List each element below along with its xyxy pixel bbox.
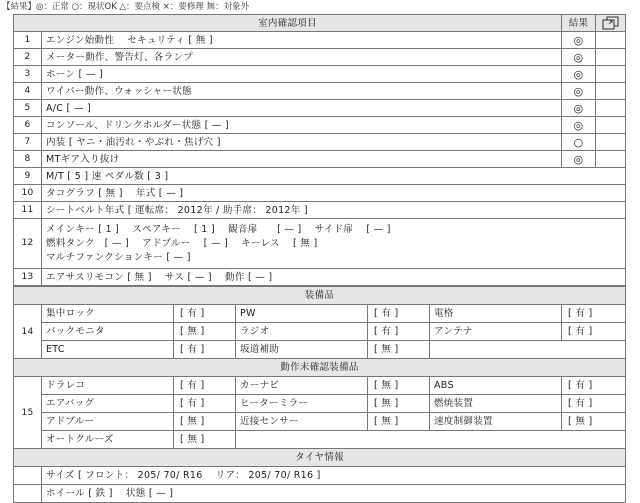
check-result: ◎	[562, 32, 596, 49]
equipment-name: 坂道補助	[236, 341, 368, 359]
equipment-name: ETC	[42, 341, 174, 359]
check-result: ◎	[562, 66, 596, 83]
check-result: ◎	[562, 83, 596, 100]
equipment-value: [ 有 ]	[174, 305, 236, 323]
equipment-value: [ 有 ]	[562, 377, 626, 395]
check-result: ◎	[562, 49, 596, 66]
equipment-value: [ 有 ]	[174, 395, 236, 413]
blank-cell	[236, 431, 626, 449]
check-result: ◎	[562, 100, 596, 117]
blank-cell	[596, 151, 626, 168]
equipment-name: 近接センサー	[236, 413, 368, 431]
row-number: 15	[14, 377, 42, 449]
multifunction-key-line: マルチファンクションキー [ — ]	[46, 252, 191, 263]
row-number: 8	[14, 151, 42, 168]
equipment-name: アドブルー	[42, 413, 174, 431]
equipment-header: 装備品	[14, 287, 626, 305]
check-row	[14, 66, 626, 83]
blank-cell	[596, 117, 626, 134]
row-number: 11	[14, 202, 42, 219]
equipment-name: アンテナ	[430, 323, 562, 341]
equipment-row	[14, 413, 626, 431]
fuel-line: 燃料タンク [ — ] アドブルー [ — ] キーレス [ 無 ]	[46, 238, 318, 249]
check-row	[14, 32, 626, 49]
keys-line: メインキー [ 1 ] スペアキー [ 1 ] 観音扉 [ — ] サイド扉 [ — ]	[46, 224, 391, 235]
check-item: 内装 [ ヤニ・油汚れ・やぶれ・焦げ穴 ]	[42, 134, 562, 151]
equipment-value: [ 無 ]	[368, 377, 430, 395]
check-result: ○	[562, 134, 596, 151]
equipment-name: カーナビ	[236, 377, 368, 395]
equipment-row	[14, 341, 626, 359]
check-row	[14, 168, 626, 185]
check-row	[14, 117, 626, 134]
check-result: ◎	[562, 117, 596, 134]
equipment-value: [ 有 ]	[562, 323, 626, 341]
row-number: 9	[14, 168, 42, 185]
equipment-name: ラジオ	[236, 323, 368, 341]
row-number: 2	[14, 49, 42, 66]
row-number: 14	[14, 305, 42, 359]
equipment-name: ヒーターミラー	[236, 395, 368, 413]
equipment-row	[14, 431, 626, 449]
row-number: 10	[14, 185, 42, 202]
equipment-row	[14, 395, 626, 413]
blank-cell	[596, 134, 626, 151]
check-item: コンソール、ドリンクホルダー状態 [ — ]	[42, 117, 562, 134]
equipment-value: [ 無 ]	[174, 323, 236, 341]
tachograph-info: タコグラフ [ 無 ] 年式 [ — ]	[42, 185, 626, 202]
check-item: エンジン始動性 セキュリティ [ 無 ]	[42, 32, 562, 49]
check-item: メーター動作、警告灯、各ランプ	[42, 49, 562, 66]
blank-cell	[596, 32, 626, 49]
equipment-name: オートクルーズ	[42, 431, 174, 449]
interior-header: 室内確認項目	[14, 15, 562, 32]
row-number: 4	[14, 83, 42, 100]
check-item: ワイパー動作、ウォッシャー状態	[42, 83, 562, 100]
blank-cell	[596, 49, 626, 66]
equipment-row	[14, 323, 626, 341]
row-number: 3	[14, 66, 42, 83]
unverified-header: 動作未確認装備品	[14, 359, 626, 377]
row-number: 12	[14, 219, 42, 269]
equipment-name: 速度制御装置	[430, 413, 562, 431]
row-number: 6	[14, 117, 42, 134]
check-row	[14, 49, 626, 66]
row-number: 7	[14, 134, 42, 151]
equipment-value: [ 無 ]	[174, 413, 236, 431]
row-number: 13	[14, 269, 42, 286]
equipment-name: 電格	[430, 305, 562, 323]
equipment-value: [ 無 ]	[368, 395, 430, 413]
equipment-name: エアバッグ	[42, 395, 174, 413]
keys-info	[42, 219, 626, 269]
equipment-value: [ 有 ]	[174, 377, 236, 395]
result-legend: 【結果】◎：正常 ○：現状OK △：要点検 ×：要修理 無：対象外	[2, 2, 250, 12]
equipment-value: [ 有 ]	[368, 305, 430, 323]
air-suspension-info: エアサスリモコン [ 無 ] サス [ — ] 動作 [ — ]	[42, 269, 626, 286]
check-row	[14, 202, 626, 219]
blank-cell	[14, 467, 42, 485]
equipment-value: [ 有 ]	[368, 323, 430, 341]
blank-cell	[596, 100, 626, 117]
blank-cell	[14, 485, 42, 503]
equipment-name: ABS	[430, 377, 562, 395]
equipment-value: [ 無 ]	[368, 413, 430, 431]
copy-icon	[602, 16, 620, 30]
transmission-info: M/T [ 5 ] 速 ペダル数 [ 3 ]	[42, 168, 626, 185]
equipment-name: ドラレコ	[42, 377, 174, 395]
check-row	[14, 134, 626, 151]
equipment-value: [ 有 ]	[174, 341, 236, 359]
equipment-value: [ 有 ]	[562, 395, 626, 413]
check-row	[14, 219, 626, 269]
blank-cell	[596, 66, 626, 83]
seatbelt-info: シートベルト年式 [ 運転席： 2012年 / 助手席： 2012年 ]	[42, 202, 626, 219]
check-result: ◎	[562, 151, 596, 168]
interior-check-table	[13, 14, 626, 286]
equipment-row	[14, 377, 626, 395]
row-number: 5	[14, 100, 42, 117]
check-item: A/C [ — ]	[42, 100, 562, 117]
result-header: 結果	[562, 15, 596, 32]
check-row	[14, 100, 626, 117]
equipment-name: PW	[236, 305, 368, 323]
check-item: MTギア入り抜け	[42, 151, 562, 168]
equipment-value: [ 無 ]	[174, 431, 236, 449]
check-row	[14, 151, 626, 168]
equipment-value: [ 有 ]	[562, 305, 626, 323]
wheel-info: ホイール [ 鉄 ] 状態 [ — ]	[42, 485, 626, 503]
check-row	[14, 83, 626, 100]
tire-size: サイズ [ フロント： 205/ 70/ R16 リア： 205/ 70/ R16 ]	[42, 467, 626, 485]
check-item: ホーン [ — ]	[42, 66, 562, 83]
equipment-name: 燃焼装置	[430, 395, 562, 413]
equipment-table	[13, 286, 626, 503]
blank-cell	[596, 83, 626, 100]
check-row	[14, 185, 626, 202]
copy-button[interactable]	[596, 15, 626, 32]
blank-cell	[430, 341, 626, 359]
row-number: 1	[14, 32, 42, 49]
inspection-sheet	[13, 14, 625, 503]
equipment-name: バックモニタ	[42, 323, 174, 341]
equipment-name: 集中ロック	[42, 305, 174, 323]
tire-header: タイヤ情報	[14, 449, 626, 467]
equipment-value: [ 無 ]	[562, 413, 626, 431]
equipment-value: [ 無 ]	[368, 341, 430, 359]
equipment-row	[14, 305, 626, 323]
check-row	[14, 269, 626, 286]
